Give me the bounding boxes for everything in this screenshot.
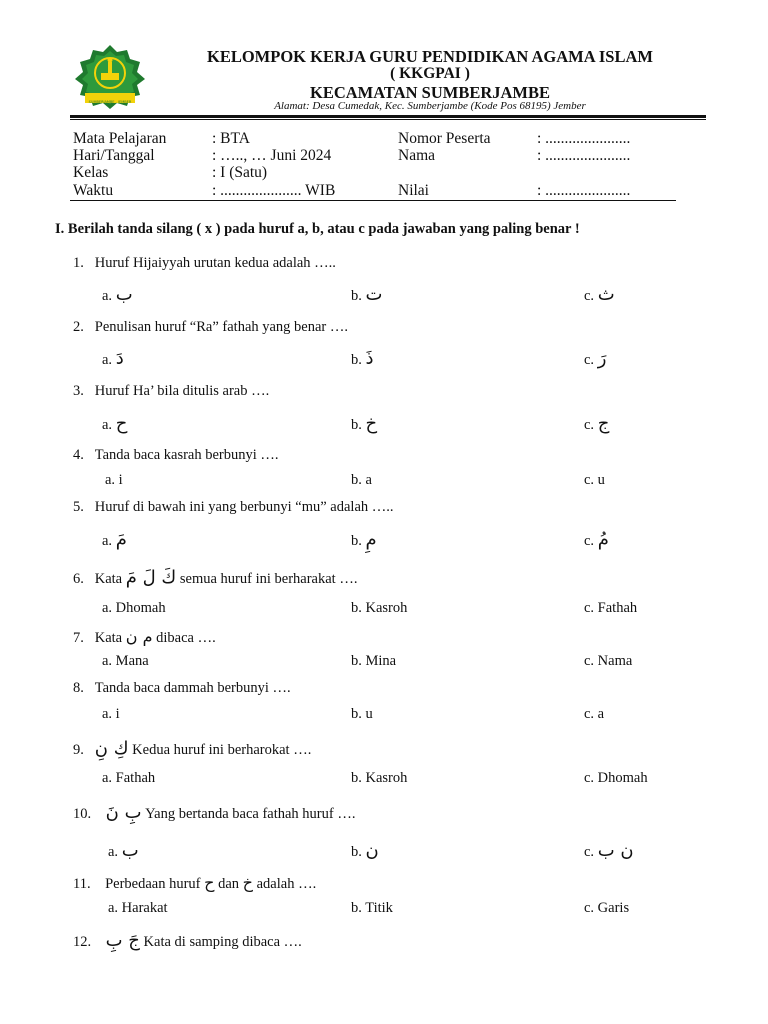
- score-value: : ......................: [537, 182, 631, 199]
- info-divider: [70, 200, 676, 201]
- class-label: Kelas: [73, 164, 109, 181]
- q11-arabic-letter-2: خ: [242, 873, 253, 892]
- participant-number-label: Nomor Peserta: [398, 130, 491, 147]
- q7-arabic-word: م ن: [125, 627, 153, 646]
- class-value: : I (Satu): [212, 164, 268, 181]
- question-3: 3. Huruf Ha’ bila ditulis arab ….: [73, 383, 270, 399]
- question-4: 4. Tanda baca kasrah berbunyi ….: [73, 447, 279, 463]
- question-1: 1. Huruf Hijaiyyah urutan kedua adalah …..: [73, 255, 336, 271]
- question-8: 8. Tanda baca dammah berbunyi ….: [73, 680, 291, 696]
- q11-option-b[interactable]: b. Titik: [351, 900, 393, 916]
- question-11: 11. Perbedaan huruf ح dan خ adalah ….: [73, 873, 317, 892]
- header-line-3: KECAMATAN SUMBERJAMBE: [309, 83, 550, 102]
- subject-value: : BTA: [212, 130, 250, 147]
- q4-option-a[interactable]: a. i: [105, 472, 123, 488]
- q3-option-c[interactable]: c. ج: [584, 413, 610, 434]
- q1-option-c[interactable]: c. ث: [584, 284, 615, 305]
- score-label: Nilai: [398, 182, 429, 199]
- time-label: Waktu: [73, 182, 114, 199]
- date-label: Hari/Tanggal: [73, 147, 155, 164]
- q6-arabic-word: كَ لَ مَ: [125, 567, 177, 588]
- q9-option-b[interactable]: b. Kasroh: [351, 770, 408, 786]
- q1-option-b[interactable]: b. ت: [351, 284, 383, 305]
- question-6: 6. Kata كَ لَ مَ semua huruf ini berharakat ….: [73, 567, 358, 588]
- q9-arabic-word: كِ نِ: [94, 738, 129, 759]
- q12-arabic-word: جَ بِ: [105, 930, 140, 951]
- q8-option-b[interactable]: b. u: [351, 706, 373, 722]
- participant-number-value: : ......................: [537, 130, 631, 147]
- q7-option-b[interactable]: b. Mina: [351, 653, 397, 669]
- q1-option-a[interactable]: a. ب: [102, 284, 133, 305]
- q10-arabic-word: بِ نَ: [105, 802, 142, 823]
- q6-option-a[interactable]: a. Dhomah: [102, 600, 166, 616]
- question-10: 10. بِ نَ Yang bertanda baca fathah huruf ….: [73, 802, 356, 823]
- question-2: 2. Penulisan huruf “Ra” fathah yang benar ….: [73, 319, 349, 335]
- q2-option-b[interactable]: b. ذَ: [351, 348, 374, 369]
- q6-option-c[interactable]: c. Fathah: [584, 600, 638, 616]
- q9-option-c[interactable]: c. Dhomah: [584, 770, 648, 786]
- question-5: 5. Huruf di bawah ini yang berbunyi “mu” adalah …..: [73, 499, 394, 515]
- q10-option-c[interactable]: c. ن ب: [584, 840, 634, 861]
- header-line-2: ( KKGPAI ): [390, 65, 470, 82]
- time-value: : ..................... WIB: [212, 182, 336, 199]
- header-line-1: KELOMPOK KERJA GURU PENDIDIKAN AGAMA ISLAM: [207, 47, 653, 66]
- q2-option-a[interactable]: a. دَ: [102, 348, 124, 369]
- question-9: 9. كِ نِ Kedua huruf ini berharokat ….: [73, 738, 312, 759]
- name-label: Nama: [398, 147, 436, 164]
- q5-option-a[interactable]: a. مَ: [102, 529, 127, 550]
- subject-label: Mata Pelajaran: [73, 130, 167, 147]
- q3-option-a[interactable]: a. ح: [102, 413, 128, 434]
- name-value: : ......................: [537, 147, 631, 164]
- q4-option-c[interactable]: c. u: [584, 472, 605, 488]
- q11-option-c[interactable]: c. Garis: [584, 900, 630, 916]
- q10-option-b[interactable]: b. ن: [351, 840, 379, 861]
- date-value: : ….., … Juni 2024: [212, 147, 332, 164]
- q8-option-a[interactable]: a. i: [102, 706, 120, 722]
- question-7: 7. Kata م ن dibaca ….: [73, 627, 216, 646]
- q10-option-a[interactable]: a. ب: [108, 840, 139, 861]
- q2-option-c[interactable]: c. رَ: [584, 348, 607, 369]
- header-address: Alamat: Desa Cumedak, Kec. Sumberjambe (Kode Pos 68195) Jember: [274, 100, 586, 112]
- logo-caption: SUMBERJAMBE - JEMBER: [88, 100, 132, 104]
- q6-option-b[interactable]: b. Kasroh: [351, 600, 408, 616]
- q4-option-b[interactable]: b. a: [351, 472, 372, 488]
- q5-option-c[interactable]: c. مُ: [584, 529, 609, 550]
- q3-option-b[interactable]: b. خ: [351, 413, 378, 434]
- q8-option-c[interactable]: c. a: [584, 706, 605, 722]
- q11-option-a[interactable]: a. Harakat: [108, 900, 168, 916]
- q7-option-c[interactable]: c. Nama: [584, 653, 633, 669]
- question-12: 12. جَ بِ Kata di samping dibaca ….: [73, 930, 302, 951]
- q11-arabic-letter-1: ح: [204, 873, 215, 892]
- q7-option-a[interactable]: a. Mana: [102, 653, 149, 669]
- q9-option-a[interactable]: a. Fathah: [102, 770, 156, 786]
- instruction: I. Berilah tanda silang ( x ) pada huruf a, b, atau c pada jawaban yang paling benar !: [55, 221, 580, 237]
- header-rule-thin: [70, 119, 706, 120]
- header-rule-thick: [70, 115, 706, 118]
- q5-option-b[interactable]: b. مِ: [351, 529, 377, 550]
